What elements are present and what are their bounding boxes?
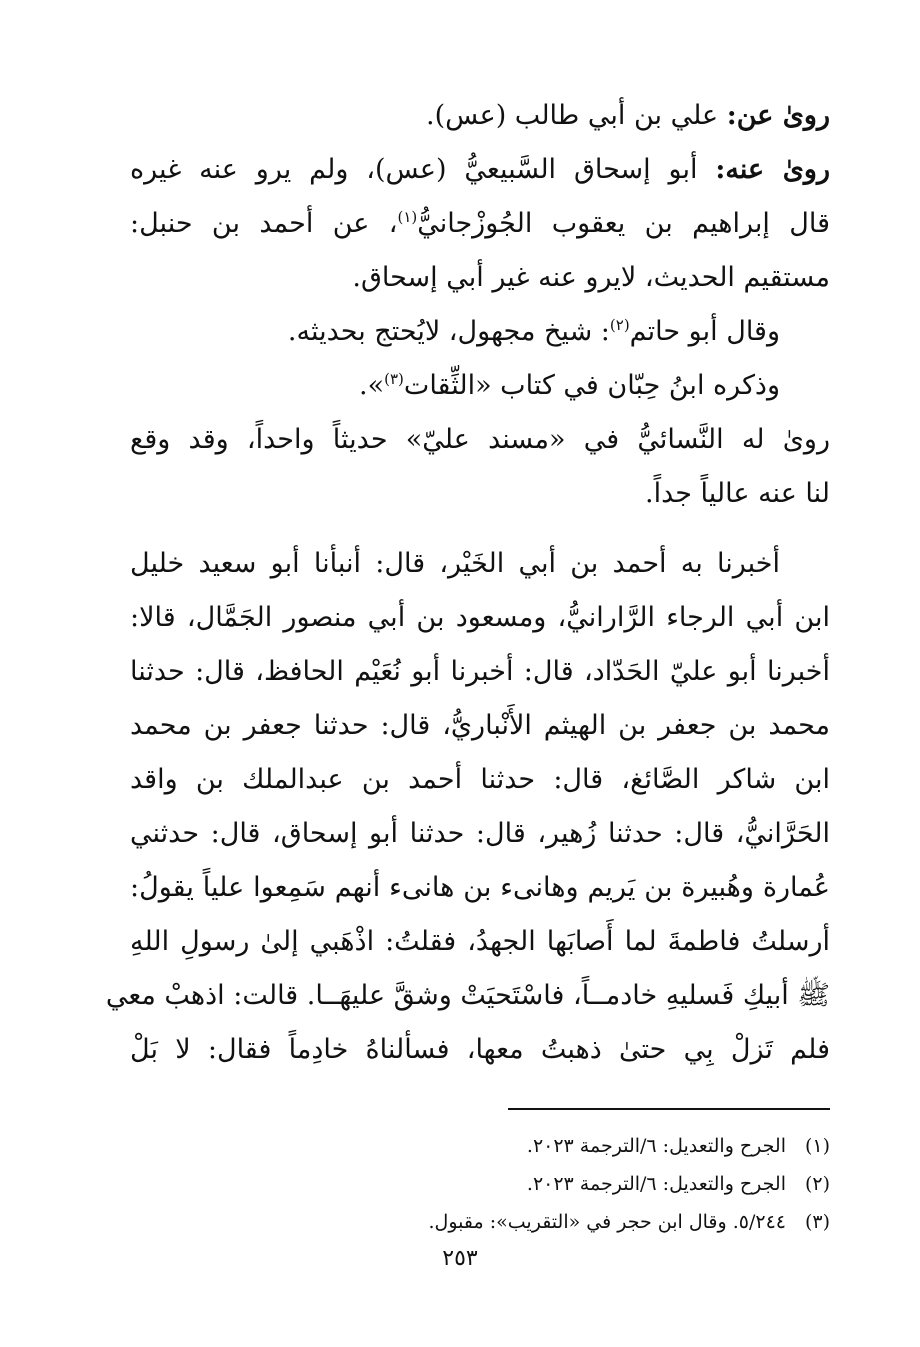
footnote-divider [508,1108,830,1110]
footnote-text: الجرح والتعديل: ٦/الترجمة ٢٠٢٣. [526,1135,786,1157]
body-line-14 [130,807,830,861]
body-text: ». [359,370,385,401]
body-line-17 [105,969,830,1023]
footnote-ref-3[interactable]: (٣) [384,370,404,388]
body-line-2 [130,143,830,197]
body-line-7 [130,413,830,467]
body-text: وقال أبو حاتم [629,316,780,347]
body-line-13 [130,753,830,807]
body-text: علي بن أبي طالب (عس). [426,100,727,131]
footnote-number: (٣) [804,1211,830,1233]
body-text: ابن أبي الرجاء الرَّارانيُّ، ومسعود بن أبي منصور الجَمَّال، قالا: [130,602,830,633]
body-line-18 [130,1023,830,1077]
body-text: ابن شاكر الصَّائغ، قال: حدثنا أحمد بن عبدالملك بن واقد [130,764,830,795]
body-text: ، عن أحمد بن حنبل: [130,208,398,239]
body-text: أخبرنا أبو عليّ الحَدّاد، قال: أخبرنا أبو نُعَيْم الحافظ، قال: حدثنا [130,656,830,687]
body-text: أرسلتُ فاطمةَ لما أَصابَها الجهدُ، فقلتُ: اذْهَبي إلىٰ رسولِ اللهِ [130,926,830,957]
body-line-5 [130,305,830,359]
body-text: وذكره ابنُ حِبّان في كتاب «الثِّقات [403,370,780,401]
body-line-4 [130,251,830,305]
body-line-1 [130,89,830,143]
body-line-3 [130,197,830,251]
body-text: قال إبراهيم بن يعقوب الجُوزْجانيُّ [417,208,830,239]
body-text: لنا عنه عالياً جداً. [645,478,830,509]
body-line-16 [130,915,830,969]
footnote-text: الجرح والتعديل: ٦/الترجمة ٢٠٢٣. [526,1173,786,1195]
body-text: فلم تَزلْ بِي حتىٰ ذهبتُ معها، فسألناهُ خادِماً فقال: لا بَلْ [130,1034,830,1065]
body-text: عُمارة وهُبيرة بن يَريم وهانىء بن هانىء أنهم سَمِعوا علياً يقولُ: [130,872,830,903]
page-number: ٢٥٣ [442,1246,478,1271]
footnote-3 [130,1206,830,1238]
body-line-9 [130,537,830,591]
footnote-number: (٢) [804,1173,830,1195]
body-line-11 [130,645,830,699]
body-line-8 [130,467,830,521]
body-line-10 [130,591,830,645]
body-text: أبو إسحاق السَّبيعيُّ (عس)، ولم يرو عنه غيره [130,154,716,185]
body-text: ﷺ أبيكِ فَسليهِ خادمــاً، فاسْتَحيَتْ وشقَّ عليهَــا. قالت: اذهبْ معي [105,980,830,1011]
footnote-ref-1[interactable]: (١) [397,208,418,226]
body-text: روىٰ له النَّسائيُّ في «مسند عليّ» حديثاً واحداً، وقد وقع [130,424,830,455]
body-text: محمد بن جعفر بن الهيثم الأَنْباريُّ، قال: حدثنا جعفر بن محمد [130,710,830,741]
body-text: الحَرَّانيُّ، قال: حدثنا زُهير، قال: حدثنا أبو إسحاق، قال: حدثني [130,818,830,849]
narrated-from-label: روىٰ عن: [726,100,830,131]
body-text: مستقيم الحديث، لايرو عنه غير أبي إسحاق. [352,262,830,293]
narrated-by-label: روىٰ عنه: [715,154,830,185]
body-text: أخبرنا به أحمد بن أبي الخَيْر، قال: أنبأنا أبو سعيد خليل [130,548,780,579]
body-line-15 [130,861,830,915]
footnote-ref-2[interactable]: (٢) [609,316,630,334]
body-line-12 [130,699,830,753]
footnote-2 [130,1168,830,1200]
body-line-6 [130,359,830,413]
footnote-1 [130,1130,830,1162]
body-text: : شيخ مجهول، لايُحتج بحديثه. [287,316,610,347]
footnote-text: ٥/٢٤٤. وقال ابن حجر في «التقريب»: مقبول. [428,1211,786,1233]
footnote-number: (١) [804,1135,830,1157]
